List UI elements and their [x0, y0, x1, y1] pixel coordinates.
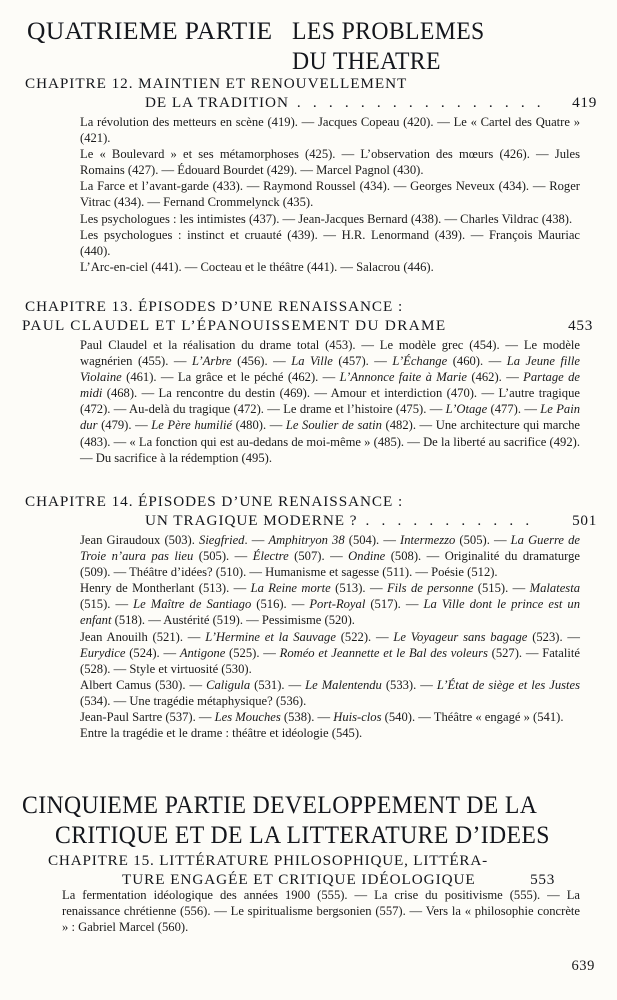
chapter-15-heading-line-2: TURE ENGAGÉE ET CRITIQUE IDÉOLOGIQUE — [122, 871, 476, 888]
work-title: Le Pain dur — [80, 402, 580, 433]
toc-entry-paragraph: La révolution des metteurs en scène (419). — Jacques Copeau (420). — Le « Cartel des Quatre » (421). — [80, 115, 580, 146]
chapter-14-leader-row — [0, 512, 617, 530]
toc-entry-paragraph: La Farce et l’avant-garde (433). — Raymond Roussel (434). — Georges Neveux (434). — Roger Vitrac (434). — Fernand Crommelynck (435). — [80, 179, 580, 210]
work-title: Le Père humilié — [151, 418, 233, 433]
work-title: Antigone — [179, 645, 226, 660]
work-title: Les Mouches — [214, 710, 281, 725]
chapter-15-heading[interactable] — [0, 851, 617, 889]
work-title: Port-Royal — [309, 597, 366, 612]
chapter-15-heading-line-1: CHAPITRE 15. LITTÉRATURE PHILOSOPHIQUE, LITTÉRA- — [48, 852, 488, 869]
work-title: L’Échange — [392, 354, 448, 369]
chapter-13-heading-line-2: PAUL CLAUDEL ET L’ÉPANOUISSEMENT DU DRAME — [22, 317, 447, 334]
toc-entry-paragraph: Jean-Paul Sartre (537). — Les Mouches (538). — Huis-clos (540). — Théâtre « engagé » (541). — [80, 710, 564, 725]
work-title: L’Annonce faite à Marie — [339, 370, 468, 385]
work-title: Le Malentendu — [305, 677, 382, 692]
toc-entry-paragraph: L’Arc-en-ciel (441). — Cocteau et le théâtre (441). — Salacrou (446). — [80, 259, 434, 274]
work-title: Intermezzo — [400, 533, 456, 547]
chapter-12-page-number: 419 — [572, 94, 597, 111]
toc-entry-paragraph: Jean Giraudoux (503). Siegfried. — Amphitryon 38 (504). — Intermezzo (505). — La Guerre de Troie n’aura pas lieu (505). — Électre (507). — Ondine (508). — Originalité du dramaturge (509). — Théâtre d’idées? (510). — Humanisme et sagesse (511). — Poésie (512). — [80, 533, 580, 580]
work-title: La Ville dont le prince est un enfant — [80, 597, 580, 628]
work-title: Le Maître de Santiago — [133, 597, 252, 612]
chapter-12-dot-leader: . . . . . . . . . . . . . . . . — [296, 94, 545, 111]
work-title: Caligula — [206, 677, 251, 692]
toc-entry-paragraph: Les psychologues : instinct et cruauté (439). — H.R. Lenormand (439). — François Mauriac (440). — [80, 227, 580, 258]
work-title: Fils de personne — [386, 581, 474, 596]
chapter-14-heading-line-1: CHAPITRE 14. ÉPISODES D’UNE RENAISSANCE : — [25, 493, 404, 510]
chapter-15-page-number: 553 — [530, 871, 555, 888]
chapter-13-entries — [80, 337, 580, 466]
chapter-13-leader-row — [0, 317, 617, 335]
toc-entry-paragraph: La fermentation idéologique des années 1900 (555). — La crise du positivisme (555). — La renaissance chrétienne (556). — Le spiritualisme bergsonien (557). — Vers la « philosophie concrète » : Gabriel Marcel (560). — [62, 888, 580, 935]
part-four-label: QUATRIEME PARTIE — [27, 16, 273, 45]
part-five-line-1: CINQUIEME PARTIE DEVELOPPEMENT DE LA — [22, 790, 538, 819]
work-title: Roméo et Jeannette et le Bal des voleurs — [279, 645, 488, 660]
part-four-title — [27, 16, 485, 75]
work-title: Amphitryon 38 — [268, 533, 345, 547]
part-five-line-2: CRITIQUE ET DE LA LITTERATURE D’IDEES — [55, 820, 550, 849]
toc-entry-paragraph: Entre la tragédie et le drame : théâtre et idéologie (545). — [80, 726, 363, 741]
chapter-15-entries — [62, 887, 580, 935]
work-title: Le Voyageur sans bagage — [393, 629, 528, 644]
chapter-12-leader-row — [0, 94, 617, 112]
work-title: L’Arbre — [192, 354, 232, 369]
part-four-name-line-1: LES PROBLEMES — [292, 16, 485, 45]
chapter-13-page-number: 453 — [568, 317, 593, 334]
toc-entry-paragraph: Les psychologues : les intimistes (437). — Jean-Jacques Bernard (438). — Charles Vildrac (438). — [80, 211, 573, 226]
chapter-14-entries — [80, 532, 580, 741]
work-title: La Guerre de Troie n’aura pas lieu — [80, 533, 580, 564]
toc-entry-paragraph: Albert Camus (530). — Caligula (531). — Le Malentendu (533). — L’État de siège et les Justes (534). — Une tragédie métaphysique? (536). — [80, 677, 581, 708]
toc-entry-paragraph: Henry de Montherlant (513). — La Reine morte (513). — Fils de personne (515). — Malatesta (515). — Le Maître de Santiago (516). — Port-Royal (517). — La Ville dont le prince est un enfant (518). — Austérité (519). — Pessimisme (520). — [80, 581, 580, 628]
chapter-14-heading[interactable] — [0, 492, 617, 530]
work-title: L’État de siège et les Justes — [436, 677, 581, 692]
work-title: La Jeune fille Violaine — [80, 354, 581, 385]
toc-entry-paragraph: Jean Anouilh (521). — L’Hermine et la Sauvage (522). — Le Voyageur sans bagage (523). — Eurydice (524). — Antigone (525). — Roméo et Jeannette et le Bal des voleurs (527). — Fatalité (528). — Style et virtuosité (530). — [80, 629, 581, 676]
work-title: Le Soulier de satin — [285, 418, 382, 433]
part-four-name-line-2: DU THEATRE — [292, 46, 441, 75]
chapter-14-page-number: 501 — [572, 512, 597, 529]
work-title: La Reine morte — [250, 581, 331, 596]
work-title: L’Otage — [445, 402, 488, 417]
work-title: Électre — [252, 549, 289, 564]
chapter-13-heading[interactable] — [0, 297, 617, 335]
work-title: Eurydice — [80, 645, 126, 660]
work-title: L’Hermine et la Sauvage — [205, 629, 336, 644]
work-title: Partage de midi — [80, 370, 581, 401]
work-title: Siegfried — [199, 533, 245, 547]
chapter-12-heading-line-2: DE LA TRADITION — [145, 94, 289, 111]
chapter-14-dot-leader: . . . . . . . . . . . — [365, 512, 534, 529]
page-folio: 639 — [571, 958, 595, 974]
chapter-14-heading-line-2: UN TRAGIQUE MODERNE ? — [145, 512, 358, 529]
chapter-12-heading[interactable] — [0, 74, 617, 112]
work-title: La Ville — [291, 354, 333, 369]
toc-entry-paragraph: Paul Claudel et la réalisation du drame total (453). — Le modèle grec (454). — Le modèle wagnérien (455). — L’Arbre (456). — La Ville (457). — L’Échange (460). — La Jeune fille Violaine (461). — La grâce et le péché (462). — L’Annonce faite à Marie (462). — Partage de midi (468). — La rencontre du destin (469). — Amour et interdiction (470). — L’autre tragique (472). — Au-delà du tragique (472). — Le drame et l’histoire (475). — L’Otage (477). — Le Pain dur (479). — Le Père humilié (480). — Le Soulier de satin (482). — Une architecture qui marche (483). — « La fonction qui est au-dedans de moi-même » (485). — De la liberté au sacrifice (492). — Du sacrifice à la rédemption (495). — [80, 338, 581, 465]
toc-entry-paragraph: Le « Boulevard » et ses métamorphoses (425). — L’observation des mœurs (426). — Jules Romains (427). — Édouard Bourdet (429). — Marcel Pagnol (430). — [80, 147, 580, 178]
chapter-13-heading-line-1: CHAPITRE 13. ÉPISODES D’UNE RENAISSANCE : — [25, 298, 404, 315]
work-title: Huis-clos — [333, 710, 382, 725]
chapter-12-entries — [80, 114, 580, 275]
work-title: Malatesta — [529, 581, 580, 596]
chapter-12-heading-line-1: CHAPITRE 12. MAINTIEN ET RENOUVELLEMENT — [25, 75, 408, 92]
work-title: Ondine — [348, 549, 386, 564]
